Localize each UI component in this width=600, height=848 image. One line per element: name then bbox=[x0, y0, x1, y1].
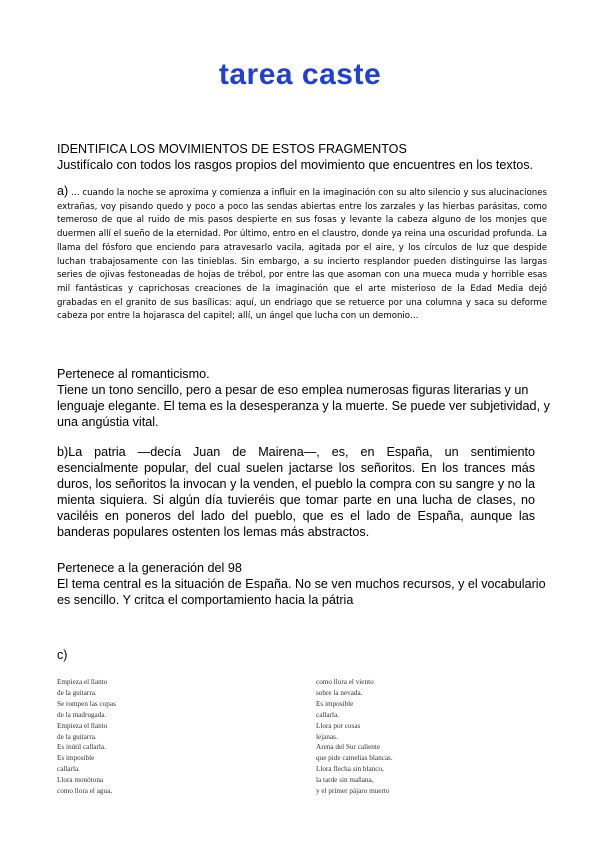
fragment-a-text: … cuando la noche se aproxima y comienza a influir en la imaginación con su alto silencio y sus alucinaciones extrañas, voy pisando quedo y poco a poco las sendas abiertas entre los zarzales y las hierbas parásitas, como temeroso de que al ruido de mis pasos despierte en sus fosas y levante la cabeza alguno de los monjes que duermen allí el sueño de la eternidad. Por último, entro en el claustro, donde ya reina una oscuridad profunda. La llama del fósforo que enciendo para atravesarlo vacila, agitada por el aire, y los círculos de luz que despide luchan trabajosamente con las tinieblas. Sin embargo, a su incierto resplandor pueden distinguirse las largas series de ojivas festoneadas de hojas de trébol, por entre las que asoman con una mueca muda y horrible esas mil fantásticas y caprichosas creaciones de la imaginación que el arte misterioso de la Edad Media dejó grabadas en el granito de sus basílicas: aquí, un endriago que se retuerce por una columna y saca su deforme cabeza por entre la hojarasca del capitel; allí, un ángel que lucha con un demonio… bbox=[57, 188, 547, 322]
poem-line: como llora el viento bbox=[316, 678, 374, 686]
poem-line: callarla. bbox=[316, 710, 339, 719]
poem-line: Empieza el llanto bbox=[57, 678, 108, 686]
poem-line: callarla. bbox=[57, 765, 80, 774]
fragment-a bbox=[57, 185, 547, 324]
poem-line: Llora flecha sin blanco, bbox=[316, 765, 384, 774]
document-title: tarea caste bbox=[218, 58, 382, 91]
poem-line: Es imposible bbox=[316, 699, 354, 708]
poem-line: Arena del Sur caliente bbox=[316, 743, 381, 752]
poem-column-left bbox=[57, 677, 116, 797]
poem-line: lejanas. bbox=[316, 732, 338, 741]
poem-line: Llora por cosas bbox=[316, 721, 361, 730]
answer-b-movement: Pertenece a la generación del 98 bbox=[57, 561, 242, 575]
poem-column-right bbox=[316, 677, 393, 797]
poem-line: Es imposible bbox=[57, 754, 95, 763]
answer-a-movement: Pertenece al romanticismo. bbox=[57, 367, 210, 381]
poem-line: de la guitarra. bbox=[57, 732, 97, 741]
poem-line: Empieza el llanto bbox=[57, 721, 108, 730]
instructions-line-2: Justifícalo con todos los rasgos propios del movimiento que encuentres en los textos. bbox=[57, 158, 534, 172]
poem-line: Llora monótona bbox=[57, 776, 104, 785]
answer-a-justification: Tiene un tono sencillo, pero a pesar de eso emplea numerosas figuras literarias y un lenguaje elegante. El tema es la desesperanza y la muerte. Se puede ver subjetividad, y una angústia vital. bbox=[57, 383, 550, 429]
poem-line: de la madrugada. bbox=[57, 710, 107, 719]
answer-b bbox=[57, 560, 552, 608]
poem-line: como llora el agua, bbox=[57, 787, 113, 796]
poem-line: que pide camelias blancas. bbox=[316, 754, 393, 763]
poem-line: Es inútil callarla. bbox=[57, 743, 106, 752]
poem-line: sobre la nevada. bbox=[316, 688, 363, 697]
fragment-b: b)La patria —decía Juan de Mairena—, es, en España, un sentimiento esencialmente popular, del cual suelen jactarse los señoritos. En los trances más duros, los señoritos la invocan y la venden, el pueblo la compra con su sangre y no la mienta siquiera. Si algún día tuvieréis que tomar parte en una lucha de clases, no vaciléis en poneros del lado del pueblo, que es el lado de España, aunque las banderas populares ostenten los lemas más abstractos. bbox=[57, 445, 535, 539]
poem-line: y el primer pájaro muerto bbox=[316, 787, 390, 796]
instructions-heading bbox=[57, 141, 557, 173]
answer-b-justification: El tema central es la situación de España. No se ven muchos recursos, y el vocabulario es sencillo. Y critca el comportamiento hacia la pátria bbox=[57, 577, 546, 607]
poem-line: la tarde sin mañana, bbox=[316, 776, 374, 785]
answer-a bbox=[57, 366, 552, 430]
fragment-a-label: a) bbox=[57, 184, 69, 198]
fragment-c-label: c) bbox=[57, 648, 68, 662]
instructions-line-1: IDENTIFICA LOS MOVIMIENTOS DE ESTOS FRAGMENTOS bbox=[57, 142, 407, 156]
poem-line: Se rompen las copas bbox=[57, 699, 116, 708]
poem-line: de la guitarra. bbox=[57, 688, 97, 697]
